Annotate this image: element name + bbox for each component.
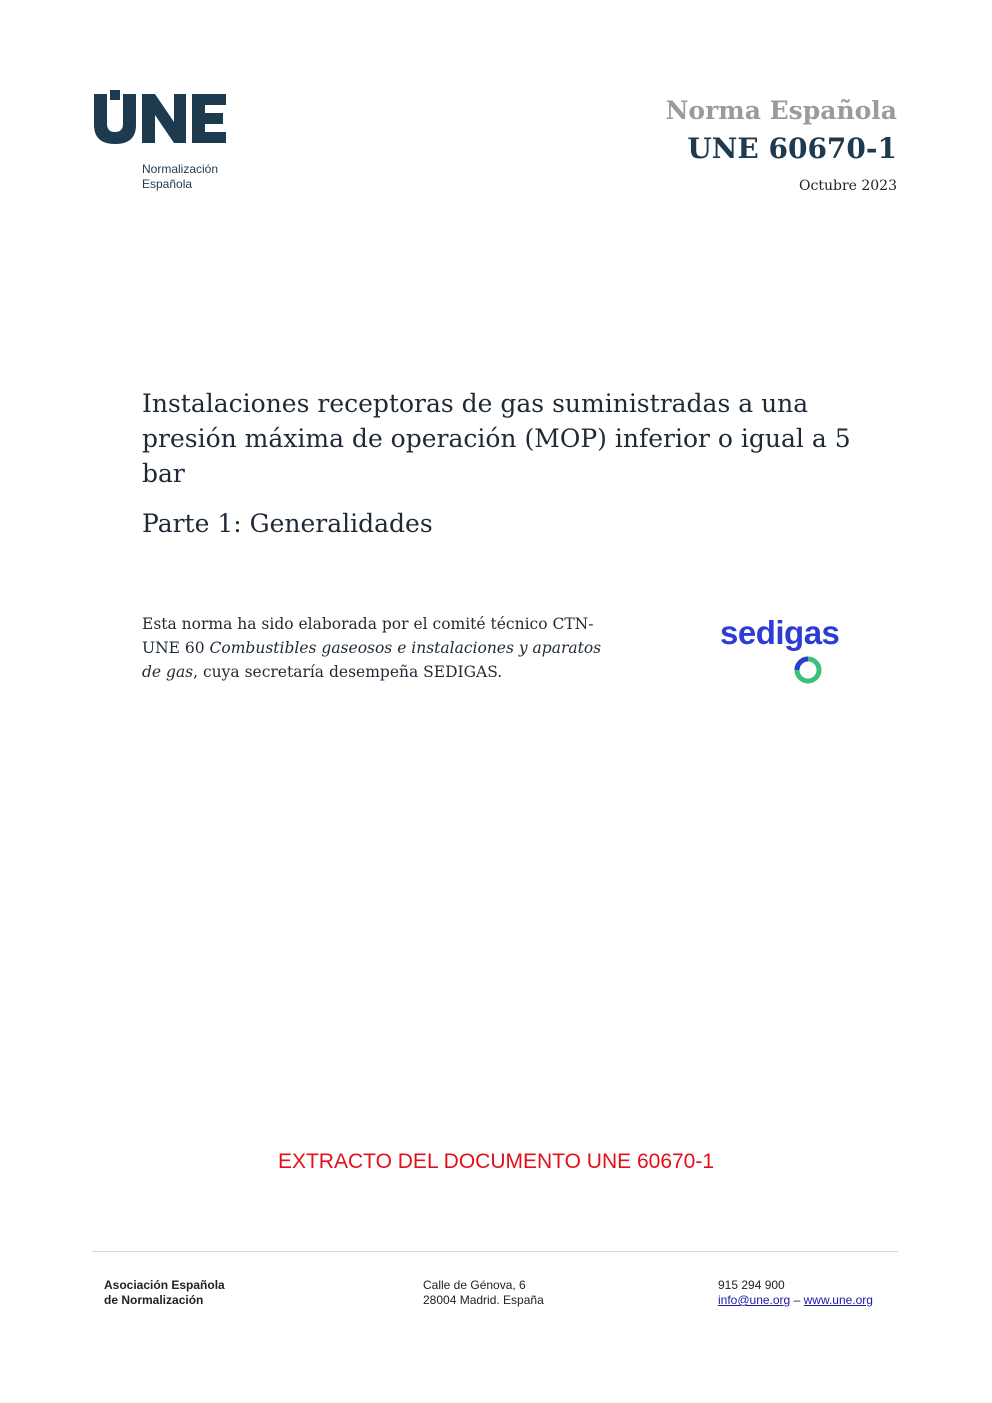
footer-email-link[interactable]: info@une.org [718, 1293, 791, 1307]
footer-org-line2: de Normalización [104, 1293, 204, 1307]
footer-address-line2: 28004 Madrid. España [423, 1293, 544, 1307]
footer-organization [104, 1278, 225, 1308]
committee-statement [142, 612, 612, 684]
footer-phone: 915 294 900 [718, 1278, 785, 1292]
une-logo-mark [92, 88, 232, 148]
sedigas-ring-icon [788, 650, 828, 690]
footer-contact [718, 1278, 873, 1308]
footer-website-link[interactable]: www.une.org [803, 1293, 873, 1307]
une-logo [92, 88, 232, 198]
publication-date: Octubre 2023 [799, 178, 897, 194]
norma-code: UNE 60670-1 [687, 132, 897, 165]
logo-subtitle-line1: Normalización [142, 162, 219, 176]
committee-name: Combustibles gaseosos e instalaciones y aparatos de gas [142, 639, 602, 681]
sedigas-wordmark: sedigas [720, 614, 840, 651]
norma-label: Norma Española [665, 96, 897, 125]
footer-divider [92, 1251, 898, 1252]
footer-address-line1: Calle de Génova, 6 [423, 1278, 526, 1292]
committee-text-before: Esta norma ha sido elaborada por el comité técnico CTN-UNE 60 [142, 615, 594, 657]
extract-notice: EXTRACTO DEL DOCUMENTO UNE 60670-1 [277, 1150, 715, 1173]
committee-text-after: , cuya secretaría desempeña SEDIGAS. [193, 663, 503, 681]
footer-org-line1: Asociación Española [104, 1278, 225, 1292]
footer-address [423, 1278, 544, 1308]
logo-subtitle-line2: Española [142, 177, 193, 191]
document-part-title: Parte 1: Generalidades [142, 509, 433, 538]
document-title: Instalaciones receptoras de gas suministradas a una presión máxima de operación (MOP) inferior o igual a 5 bar [142, 389, 851, 488]
sedigas-logo [718, 614, 868, 684]
footer-separator: – [793, 1293, 801, 1307]
